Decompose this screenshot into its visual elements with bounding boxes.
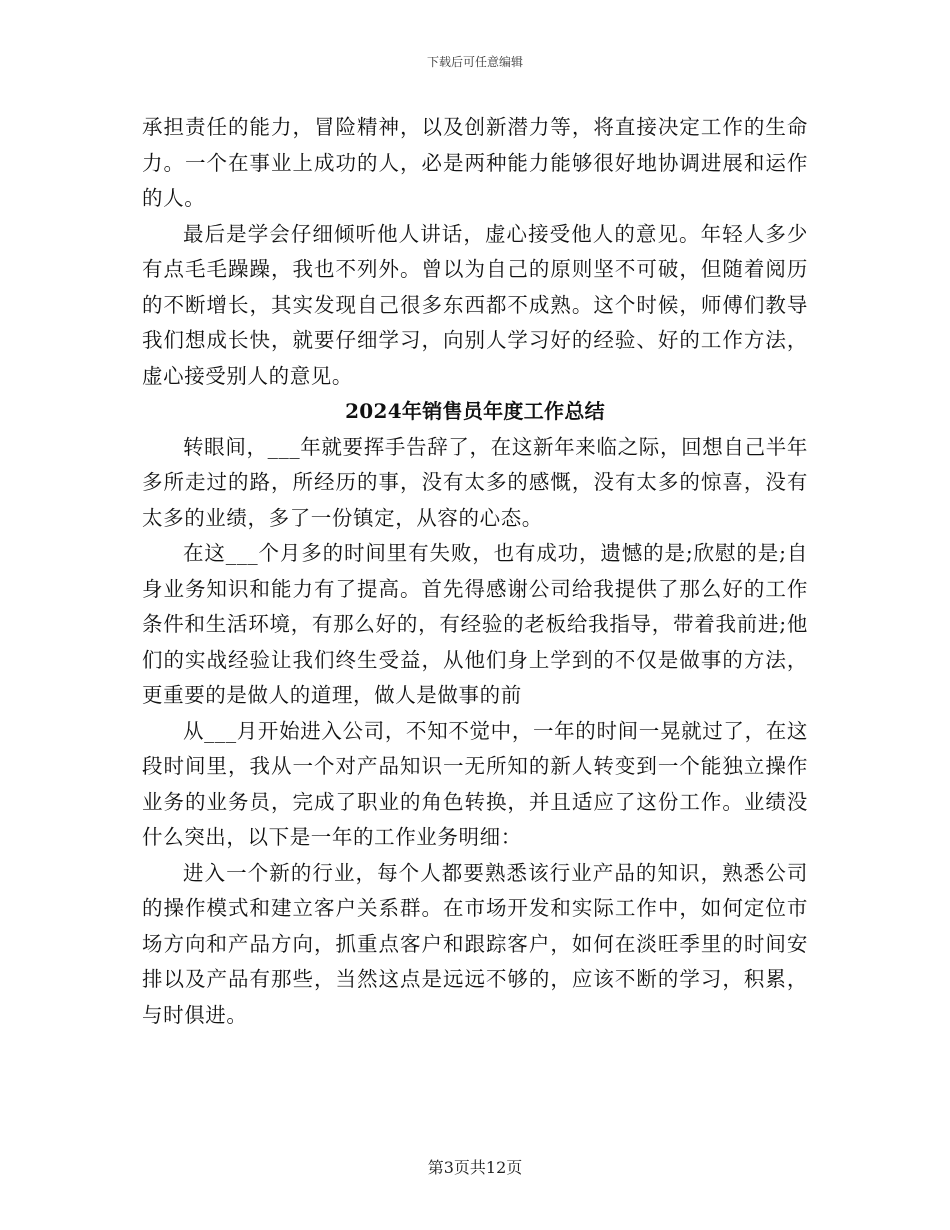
paragraph-continued: 承担责任的能力，冒险精神，以及创新潜力等，将直接决定工作的生命力。一个在事业上成功的人，必是两种能力能够很好地协调进展和运作的人。 [142,115,808,210]
document-body [142,110,808,1033]
paragraph: 从___月开始进入公司，不知不觉中，一年的时间一晃就过了，在这段时间里，我从一个对产品知识一无所知的新人转变到一个能独立操作业务的业务员，完成了职业的角色转换，并且适应了这份工作。业绩没什么突出，以下是一年的工作业务明细： [142,718,808,849]
section-title: 2024年销售员年度工作总结 [345,399,605,423]
paragraph: 进入一个新的行业，每个人都要熟悉该行业产品的知识，熟悉公司的操作模式和建立客户关系群。在市场开发和实际工作中，如何定位市场方向和产品方向，抓重点客户和跟踪客户，如何在淡旺季里的时间安排以及产品有那些，当然这点是远远不够的，应该不断的学习，积累，与时俱进。 [142,860,808,1027]
page-header: 下载后可任意编辑 [426,55,523,69]
paragraph: 转眼间，___年就要挥手告辞了，在这新年来临之际，回想自己半年多所走过的路，所经历的事，没有太多的感慨，没有太多的惊喜，没有太多的业绩，多了一份镇定，从容的心态。 [142,434,808,530]
paragraph: 最后是学会仔细倾听他人讲话，虚心接受他人的意见。年轻人多少有点毛毛躁躁，我也不列外。曾以为自己的原则坚不可破，但随着阅历的不断增长，其实发现自己很多东西都不成熟。这个时候，师傅们教导我们想成长快，就要仔细学习，向别人学习好的经验、好的工作方法，虚心接受别人的意见。 [142,221,808,388]
page-number: 第3页共12页 [427,1158,523,1177]
paragraph: 在这___个月多的时间里有失败，也有成功，遗憾的是;欣慰的是;自身业务知识和能力有了提高。首先得感谢公司给我提供了那么好的工作条件和生活环境，有那么好的，有经验的老板给我指导，带着我前进;他们的实战经验让我们终生受益，从他们身上学到的不仅是做事的方法，更重要的是做人的道理，做人是做事的前 [142,541,808,707]
